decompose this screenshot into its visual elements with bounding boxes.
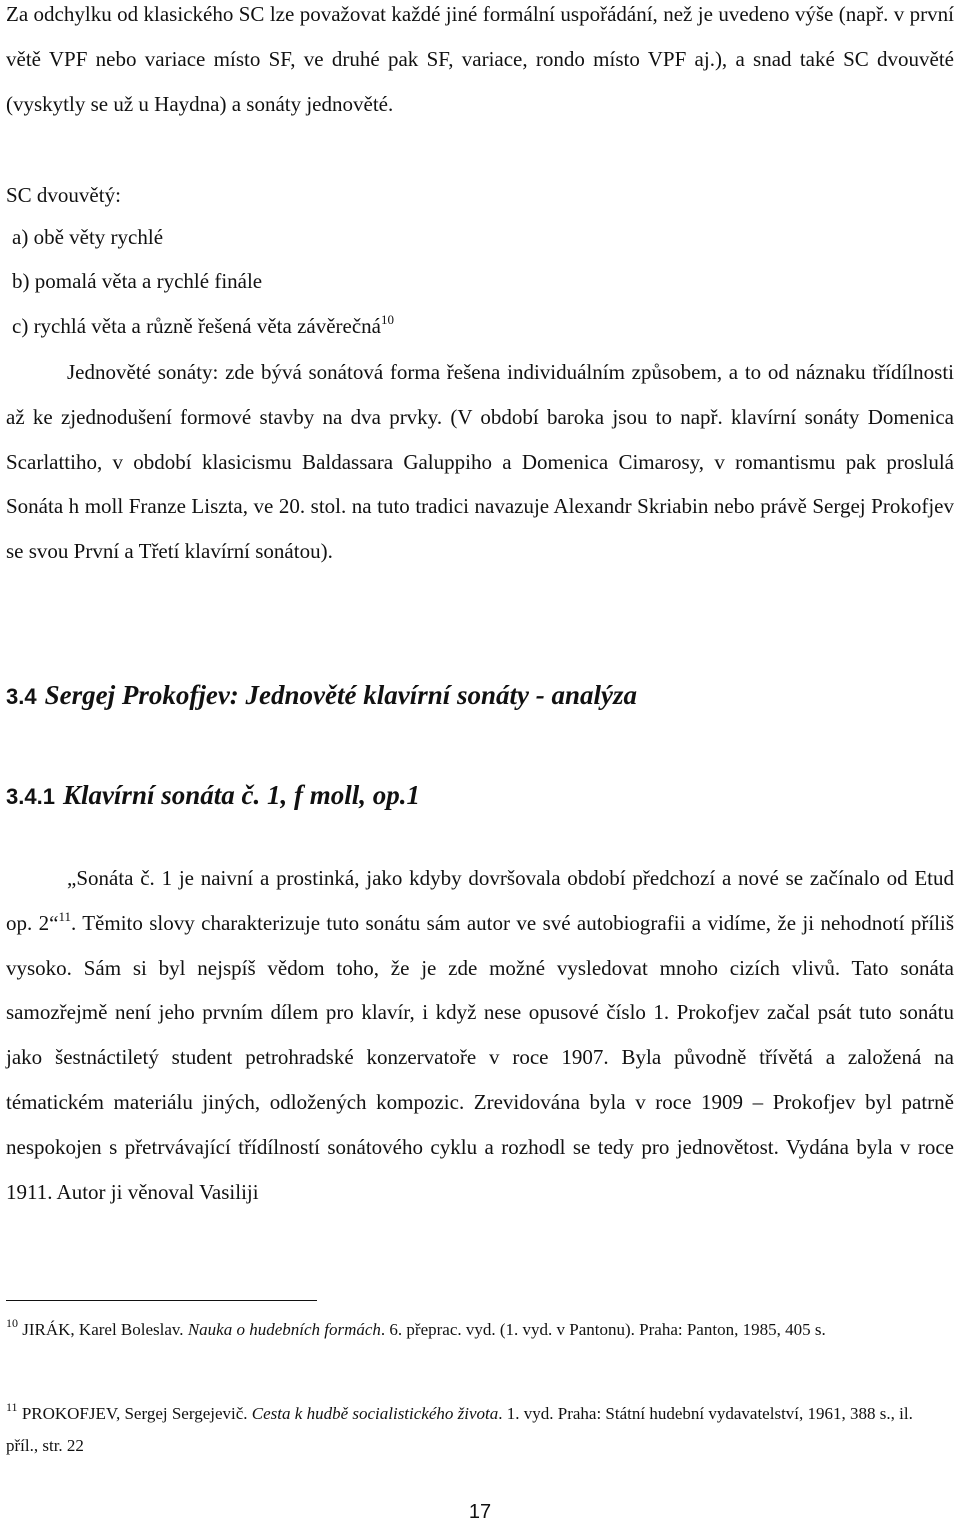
footnote-11 (6, 1398, 946, 1462)
footnote-details: . 6. přeprac. vyd. (1. vyd. v Pantonu). Praha: Panton, 1985, 405 s. (380, 1320, 826, 1339)
subsection-title: Klavírní sonáta č. 1, f moll, op.1 (62, 780, 420, 810)
footnote-ref-11: 11 (58, 908, 71, 924)
list-item-c-text: c) rychlá věta a různě řešená věta závěrečná (12, 314, 381, 338)
footnote-separator (6, 1300, 317, 1301)
list-item-b: b) pomalá věta a rychlé finále (12, 269, 263, 293)
footnote-details: . 1. vyd. Praha: Státní hudební vydavatelství, 1961, 388 s., il. příl., str. 22 (6, 1404, 913, 1455)
section-heading (6, 680, 637, 711)
footnote-author: PROKOFJEV, Sergej Sergejevič. (21, 1404, 248, 1423)
list-item-a: a) obě věty rychlé (12, 225, 164, 249)
section-number: 3.4 (6, 684, 37, 709)
sonata-quote: „Sonáta č. 1 je naivní a prostinká, jako kdyby dovršovala období předchozí a nové se začínalo od Etud op. 2“ (6, 866, 954, 935)
page-number: 17 (468, 1501, 492, 1523)
footnote-10 (6, 1314, 946, 1346)
two-movement-heading: SC dvouvětý: (6, 183, 121, 207)
paragraph-intro: Za odchylku od klasického SC lze považovat každé jiné formální uspořádání, než je uvedeno výše (např. v první větě VPF nebo variace místo SF, ve druhé pak SF, variace, rondo místo VPF aj.), a snad také SC dvouvěté (vyskytly se už u Haydna) a sonáty jednověté. (6, 2, 954, 116)
footnote-title: Nauka o hudebních formách (187, 1320, 381, 1339)
footnote-title: Cesta k hudbě socialistického života (251, 1404, 499, 1423)
paragraph-single-movement: Jednověté sonáty: zde bývá sonátová forma řešena individuálním způsobem, a to od náznaku třídílnosti až ke zjednodušení formové stavby na dva prvky. (V období baroka jsou to např. klavírní sonáty Domenica Scarlattiho, v období klasicismu Baldassara Galuppiho a Domenica Cimarosy, v romantismu pak proslulá Sonáta h moll Franze Liszta, ve 20. stol. na tuto tradici navazuje Alexandr Skriabin nebo právě Sergej Prokofjev se svou První a Třetí klavírní sonátou). (6, 360, 954, 564)
subsection-heading (6, 780, 420, 811)
section-title: Sergej Prokofjev: Jednověté klavírní sonáty - analýza (44, 680, 638, 710)
footnote-author: JIRÁK, Karel Boleslav. (22, 1320, 184, 1339)
footnote-ref-10: 10 (381, 312, 394, 327)
paragraph-sonata (6, 856, 954, 1214)
footnote-number: 10 (6, 1316, 18, 1331)
sonata-text: . Těmito slovy charakterizuje tuto sonátu sám autor ve své autobiografii a vidíme, že ji nehodnotí příliš vysoko. Sám si byl nejspíš vědom toho, že je zde možné vysledovat mnoho cizích vlivů. Tato sonáta samozřejmě není jeho prvním dílem pro klavír, i když nese opusové číslo 1. Prokofjev začal psát tuto sonátu jako šestnáctiletý student petrohradské konzervatoře v roce 1907. Byla původně třívětá a založená na tématickém materiálu jiných, odložených kompozic. Zrevidována byla v roce 1909 – Prokofjev byl patrně nespokojen s přetrvávající třídílností sonátového cyklu a rozhodl se tedy pro jednovětost. Vydána byla v roce 1911. Autor ji věnoval Vasiliji (6, 910, 955, 1204)
list-item-c (12, 311, 394, 341)
subsection-number: 3.4.1 (6, 784, 55, 809)
footnote-number: 11 (6, 1400, 18, 1415)
